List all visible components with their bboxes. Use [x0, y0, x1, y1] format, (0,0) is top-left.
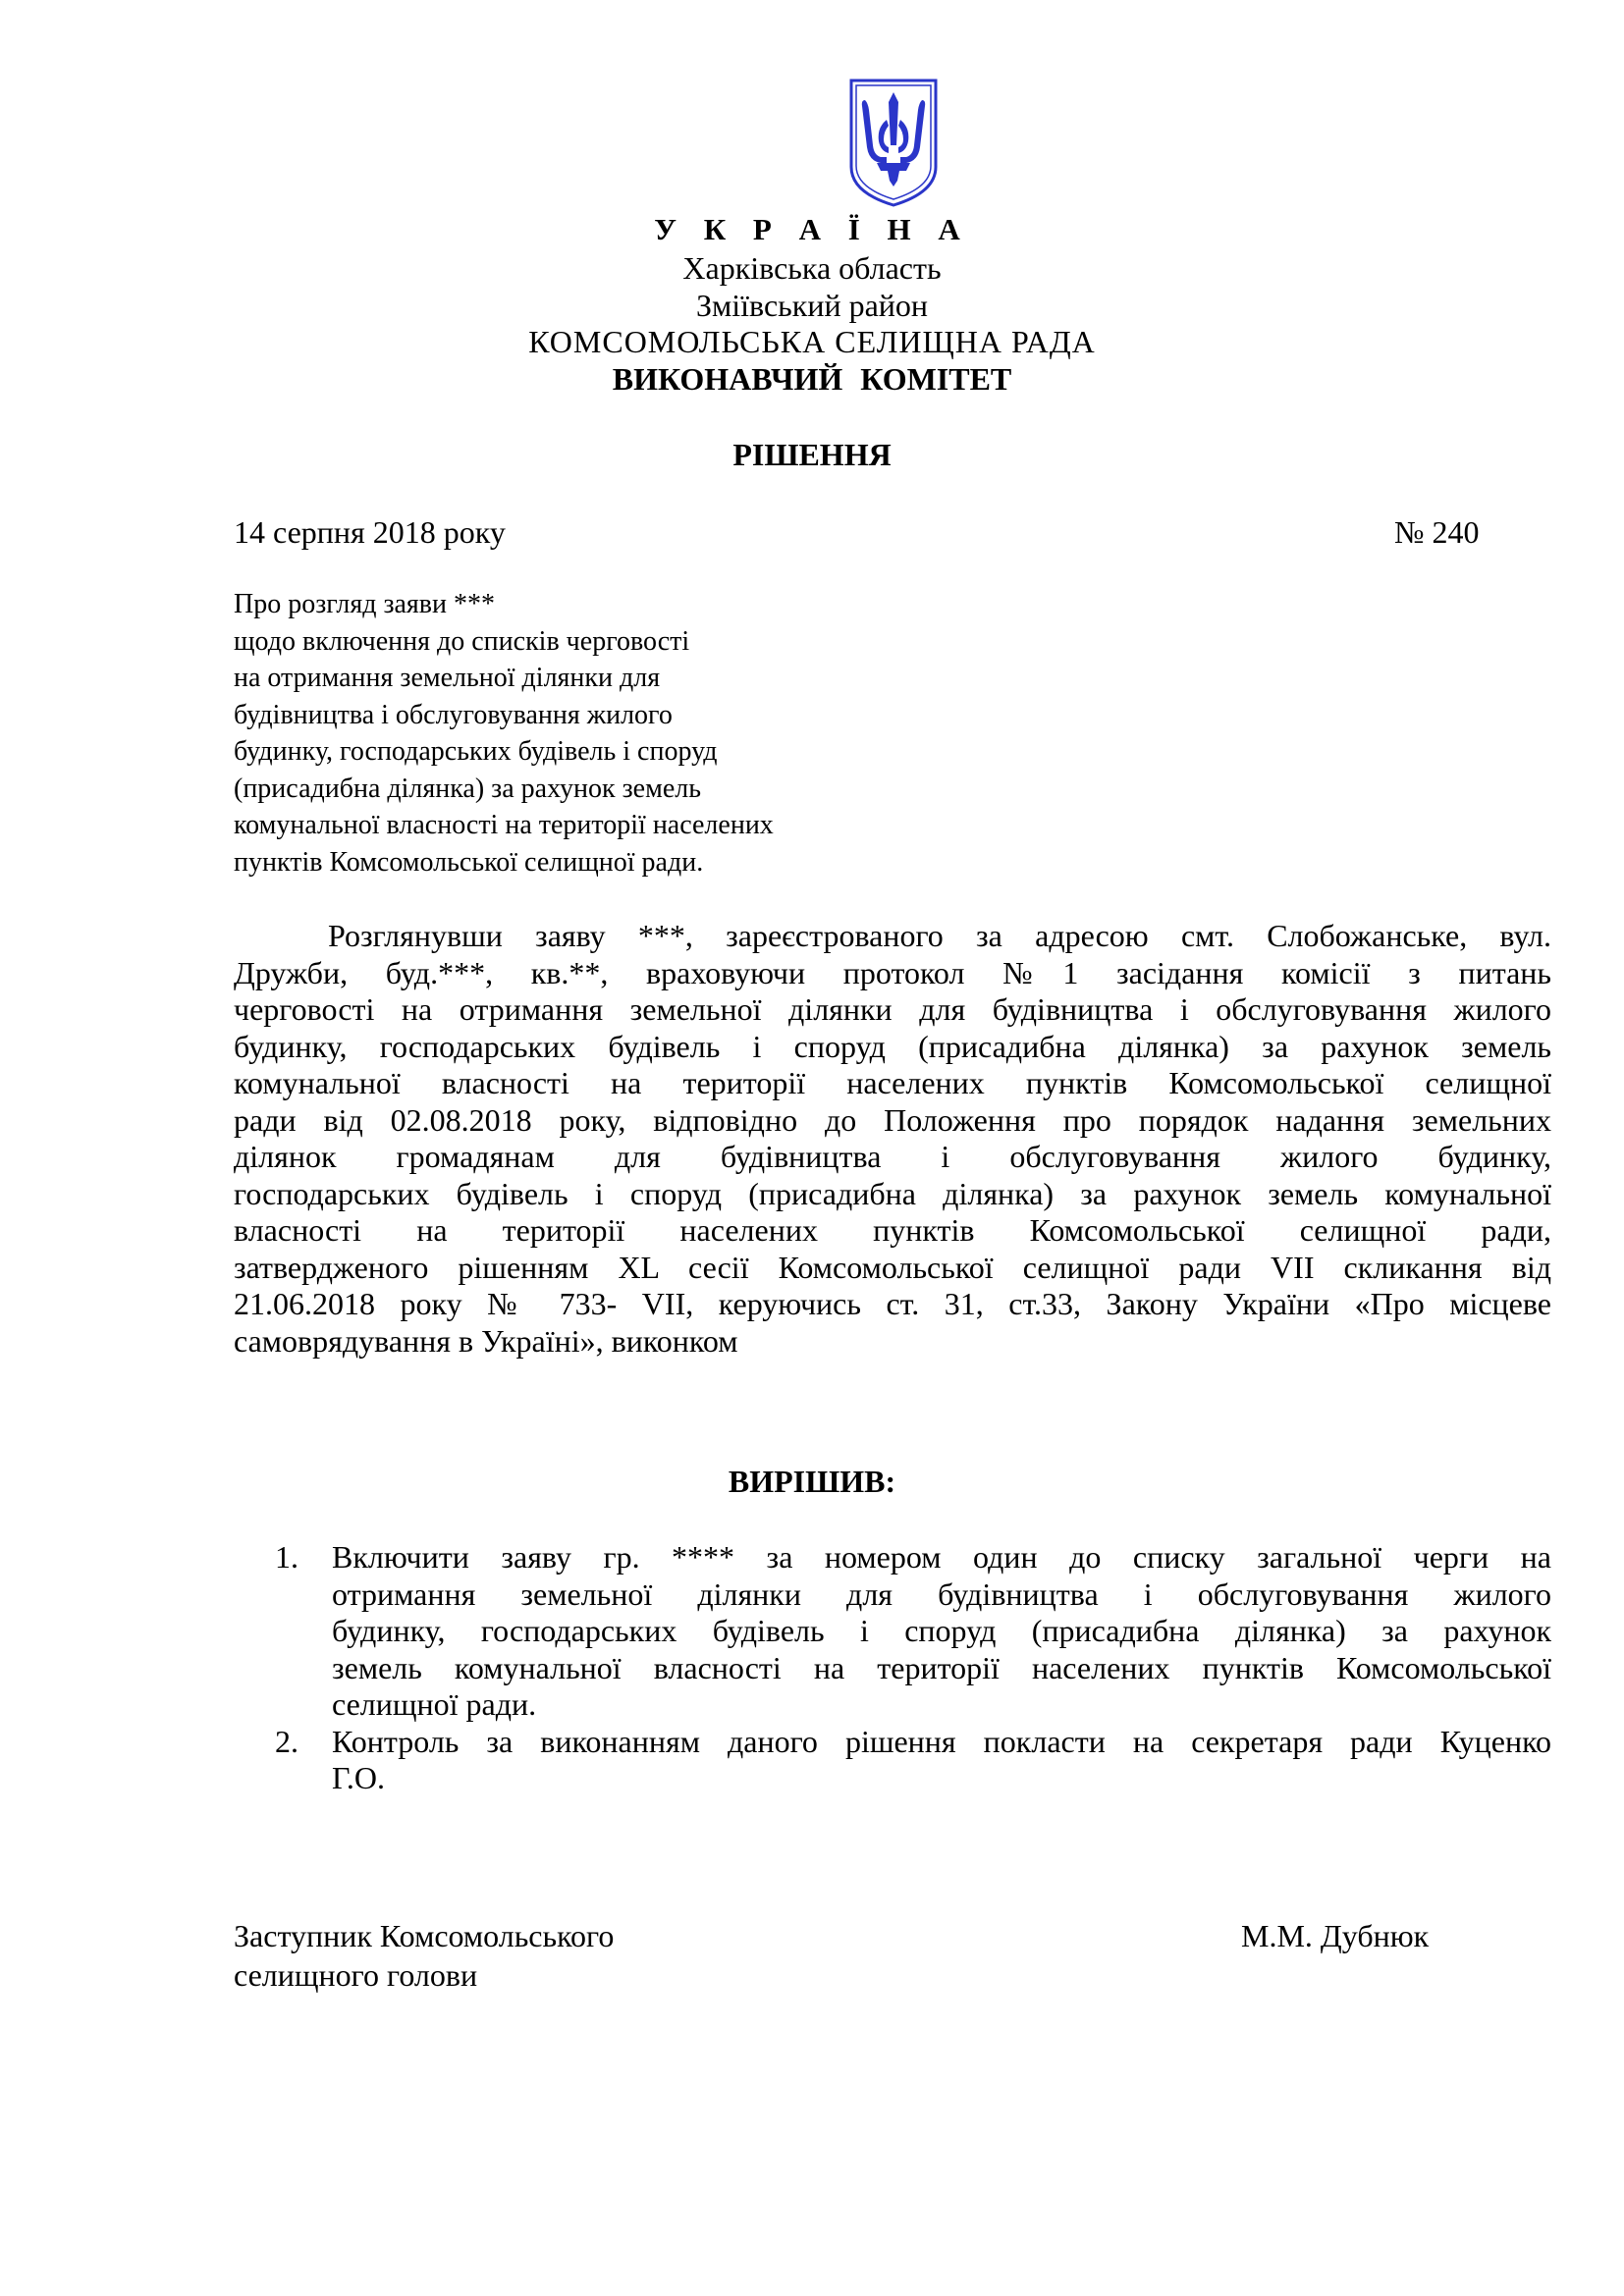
subject-line: будинку, господарських будівель і споруд [234, 736, 718, 767]
subject-line: на отримання земельної ділянки для [234, 663, 661, 693]
item-line: земель комунальної власності на території населених пунктів Комсомольської [332, 1649, 1551, 1685]
committee-name: ВИКОНАВЧИЙ КОМІТЕТ [612, 361, 1012, 397]
decision-number: № 240 [1394, 514, 1480, 550]
preamble-line: будинку, господарських будівель і споруд (присадибна ділянка) за рахунок земель [234, 1028, 1551, 1064]
item-line: Контроль за виконанням даного рішення покласти на секретаря ради Куценко [332, 1723, 1551, 1759]
trident-coat-of-arms-icon [847, 77, 940, 209]
resolved-heading: ВИРІШИВ: [728, 1464, 896, 1499]
preamble-line: господарських будівель і споруд (присадибна ділянка) за рахунок земель комунальної [234, 1175, 1551, 1211]
preamble-line: комунальної власності на території населених пунктів Комсомольської селищної [234, 1065, 1551, 1100]
preamble-line: власності на території населених пунктів Комсомольської селищної ради, [234, 1212, 1551, 1248]
resolution-items [275, 1539, 1551, 1797]
preamble-line: Дружби, буд.***, кв.**, враховуючи протокол №1 засідання комісії з питань [234, 954, 1551, 990]
signatory-position [234, 1916, 614, 1995]
subject-line: комунальної власності на території населених [234, 810, 774, 840]
subject-line: будівництва і обслуговування жилого [234, 699, 673, 730]
preamble-line: затвердженого рішенням XL сесії Комсомольської селищної ради VII скликання від [234, 1249, 1551, 1285]
decision-title: РІШЕННЯ [732, 437, 892, 472]
item-line: будинку, господарських будівель і споруд (присадибна ділянка) за рахунок [332, 1613, 1551, 1648]
item-number: 2. [275, 1723, 298, 1759]
decision-subject [234, 586, 774, 881]
subject-line: щодо включення до списків черговості [234, 625, 690, 657]
oblast-line: Харківська область [682, 250, 942, 286]
item-line: Г.О. [332, 1760, 385, 1795]
position-line: Заступник Комсомольського [234, 1918, 615, 1953]
resolution-item [275, 1539, 1551, 1724]
council-name: КОМСОМОЛЬСЬКА СЕЛИЩНА РАДА [528, 324, 1096, 359]
raion-line: Зміївський район [695, 288, 929, 323]
item-number: 1. [275, 1539, 298, 1575]
subject-line: пунктів Комсомольської селищної ради. [234, 846, 704, 878]
subject-line: (присадибна ділянка) за рахунок земель [234, 773, 701, 804]
preamble-line: 21.06.2018 року № 733- VII, керуючись ст. 31, ст.33, Закону України «Про місцеве [234, 1286, 1551, 1321]
preamble-line: ради від 02.08.2018 року, відповідно до Положення про порядок надання земельних [234, 1101, 1551, 1138]
item-line: отримання земельної ділянки для будівництва і обслуговування жилого [332, 1575, 1551, 1612]
position-line: селищного голови [234, 1957, 478, 1993]
preamble-line: ділянок громадянам для будівництва і обслуговування жилого будинку, [234, 1139, 1551, 1174]
decision-date: 14 серпня 2018 року [234, 514, 506, 550]
preamble-line: Розглянувши заяву ***, зареєстрованого за адресою смт. Слобожанське, вул. [328, 918, 1551, 953]
item-line: селищної ради. [332, 1686, 537, 1722]
item-line: Включити заяву гр. **** за номером один до списку загальної черги на [332, 1539, 1551, 1575]
signatory-name: М.М. Дубнюк [1241, 1918, 1430, 1953]
resolution-item [275, 1724, 1551, 1797]
subject-line: Про розгляд заяви *** [234, 589, 496, 619]
preamble-line: самоврядування в Україні», виконком [234, 1322, 738, 1359]
country-heading: У К Р А Ї Н А [654, 212, 970, 246]
preamble-paragraph [234, 918, 1551, 1360]
preamble-line: черговості на отримання земельної ділянки для будівництва і обслуговування жилого [234, 991, 1551, 1027]
